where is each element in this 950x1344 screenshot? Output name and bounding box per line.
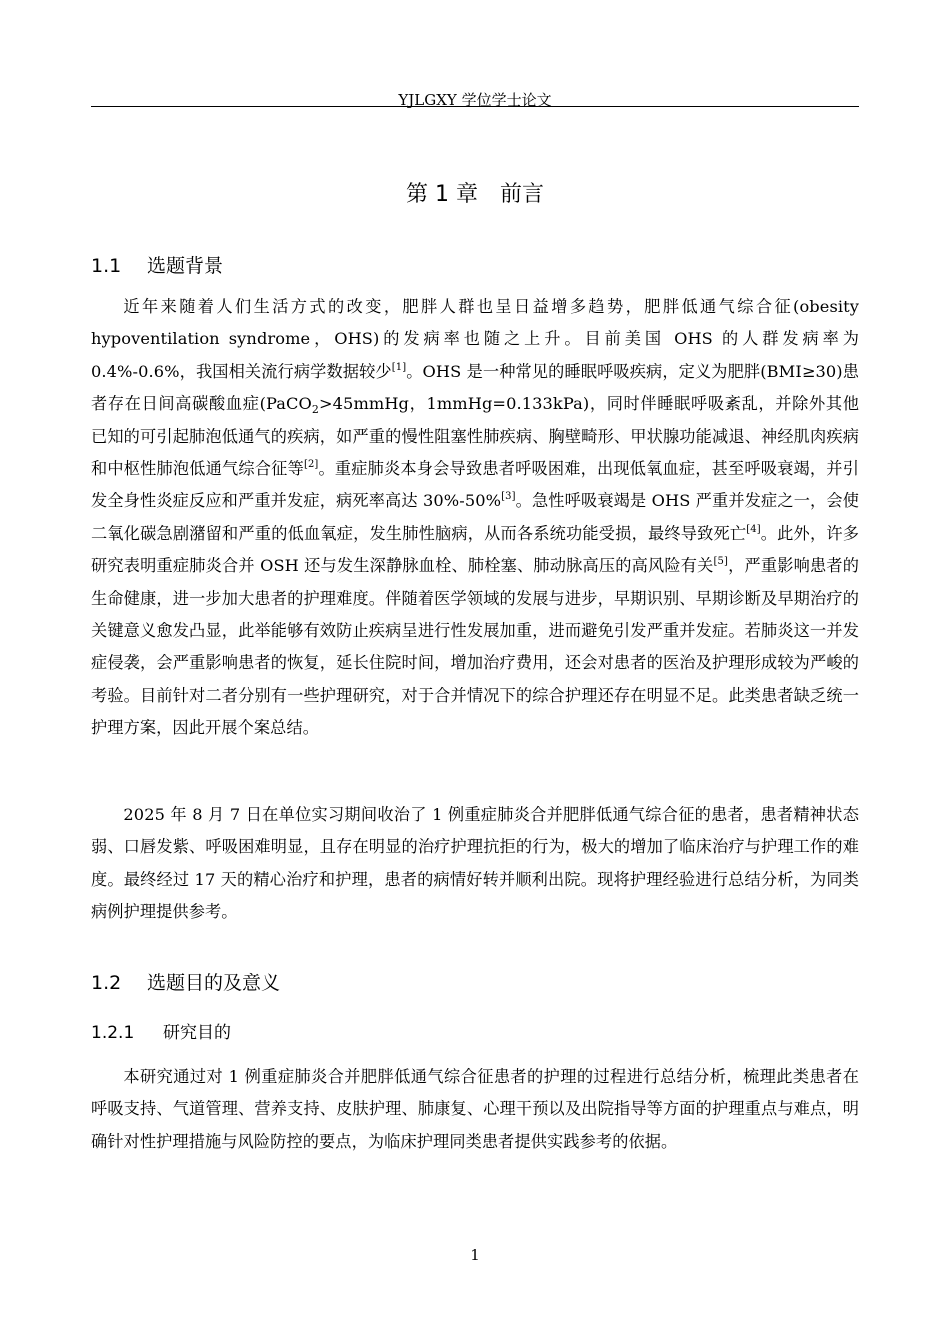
section-heading-1-2: [91, 970, 280, 996]
citation: [2]: [303, 459, 319, 471]
section-number: 1.2: [91, 972, 122, 994]
paragraph-background-1: 近年来随着人们生活方式的改变，肥胖人群也呈日益增多趋势，肥胖低通气综合征(obesity hypoventilation syndrome，OHS)的发病率也随之上升。目前美国 OHS 的人群发病率为 0.4%-0.6%，我国相关流行病学数据较少[1]。OHS 是一种常见的睡眠呼吸疾病，定义为肥胖(BMI≥30)患者存在日间高碳酸血症(PaCO$_2$>45mmHg，1mmHg=0.133kPa)，同时伴睡眠呼吸紊乱，并除外其他已知的可引起肺泡低通气的疾病，如严重的慢性阻塞性肺疾病、胸壁畸形、甲状腺功能减退、神经肌肉疾病和中枢性肺泡低通气综合征等[2]。重症肺炎本身会导致患者呼吸困难，出现低氧血症，甚至呼吸衰竭，并引发全身性炎症反应和严重并发症，病死率高达 30%-50%[3]。急性呼吸衰竭是 OHS 严重并发症之一，会使二氧化碳急剧潴留和严重的低血氧症，发生肺性脑病，从而各系统功能受损，最终导致死亡[4]。此外，许多研究表明重症肺炎合并 OSH 还与发生深静脉血栓、肺栓塞、肺动脉高压的高风险有关[5]，严重影响患者的生命健康，进一步加大患者的护理难度。伴随着医学领域的发展与进步，早期识别、早期诊断及早期治疗的关键意义愈发凸显，此举能够有效防止疾病呈进行性发展加重，进而避免引发严重并发症。若肺炎这一并发症侵袭，会严重影响患者的恢复，延长住院时间，增加治疗费用，还会对患者的医治及护理形成较为严峻的考验。目前针对二者分别有一些护理研究，对于合并情况下的综合护理还存在明显不足。此类患者缺乏统一护理方案，因此开展个案总结。: [91, 297, 860, 738]
citation: [4]: [746, 523, 761, 535]
chapter-title: 第 1 章 前言: [406, 182, 544, 207]
section-title: 选题背景: [147, 255, 224, 277]
section-title: 选题目的及意义: [147, 972, 281, 994]
header-rule: [91, 106, 859, 107]
subsection-title: 研究目的: [163, 1023, 231, 1043]
paragraph-background-2: 2025 年 8 月 7 日在单位实习期间收治了 1 例重症肺炎合并肥胖低通气综合征的患者，患者精神状态弱、口唇发紫、呼吸困难明显，且存在明显的治疗护理抗拒的行为，极大的增加了临床治疗与护理工作的难度。最终经过 17 天的精心治疗和护理，患者的病情好转并顺利出院。现将护理经验进行总结分析，为同类病例护理提供参考。: [91, 805, 859, 922]
subsection-heading-1-2-1: [91, 1021, 231, 1045]
running-header: YJLGXY 学位学士论文: [398, 91, 552, 109]
subsection-number: 1.2.1: [91, 1023, 135, 1043]
citation: [5]: [713, 556, 728, 568]
citation: [1]: [391, 361, 407, 373]
section-number: 1.1: [91, 255, 122, 277]
page-number: 1: [470, 1246, 480, 1264]
section-heading-1-1: [91, 253, 223, 279]
paragraph-research-purpose: 本研究通过对 1 例重症肺炎合并肥胖低通气综合征患者的护理的过程进行总结分析，梳理此类患者在呼吸支持、气道管理、营养支持、皮肤护理、肺康复、心理干预以及出院指导等方面的护理重点与难点，明确针对性护理措施与风险防控的要点，为临床护理同类患者提供实践参考的依据。: [91, 1067, 859, 1151]
subscript: 2: [311, 403, 319, 417]
citation: [3]: [501, 491, 516, 503]
